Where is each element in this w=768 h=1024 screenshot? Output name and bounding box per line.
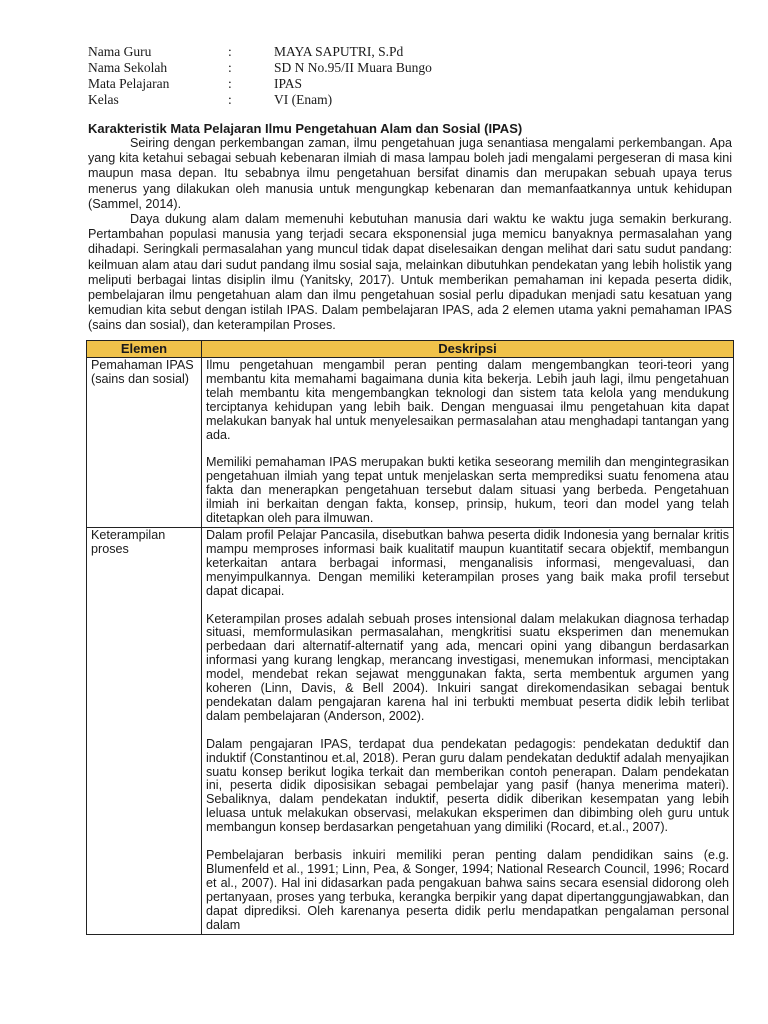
info-value: MAYA SAPUTRI, S.Pd	[274, 44, 404, 59]
info-colon: :	[228, 60, 232, 75]
info-value: VI (Enam)	[274, 92, 333, 107]
deskripsi-cell	[202, 527, 734, 934]
info-label: Nama Sekolah	[88, 60, 168, 75]
info-colon: :	[228, 76, 232, 91]
description-paragraph: Dalam pengajaran IPAS, terdapat dua pendekatan pedagogis: pendekatan deduktif dan induktif (Constantinou et.al, 2018). Peran guru dalam pendekatan deduktif adalah menyajikan suatu konsep berikut logika terkait dan memberikan contoh penerapan. Dalam pendekatan ini, peserta didik diposisikan sebagai pembelajar yang pasif (hanya menerima materi). Sebaliknya, dalam pendekatan induktif, peserta didik diberikan kesempatan yang lebih leluasa untuk melakukan observasi, melakukan eksperimen dan dibimbing oleh guru untuk membangun konsep berdasarkan pengetahuan yang dimiliki (Rocard, et.al., 2007).	[206, 736, 729, 835]
info-value: IPAS	[274, 76, 303, 91]
info-row-sekolah	[88, 60, 588, 76]
info-label: Nama Guru	[88, 44, 152, 59]
description-paragraph: Memiliki pemahaman IPAS merupakan bukti ketika seseorang memilih dan mengintegrasikan pengetahuan ilmiah yang tepat untuk menjelaskan serta memprediksi suatu fenomena atau fakta dan menerapkan pengetahuan tersebut dalam situasi yang berbeda. Pengetahuan ilmiah ini berkaitan dengan fakta, konsep, prinsip, hukum, teori dan model yang telah ditetapkan oleh para ilmuwan.	[206, 455, 729, 526]
info-colon: :	[228, 92, 232, 107]
info-row-guru	[88, 44, 588, 60]
info-label: Kelas	[88, 92, 119, 107]
description-paragraph: Ilmu pengetahuan mengambil peran penting dalam mengembangkan teori-teori yang membantu kita memahami bagaimana dunia kita bekerja. Lebih jauh lagi, ilmu pengetahuan telah membantu kita mengembangkan teknologi dan sistem tata kelola yang mendukung terciptanya kehidupan yang lebih baik. Dengan menguasai ilmu pengetahuan kita dapat melakukan banyak hal untuk menyelesaikan permasalahan atau menghadapi tantangan yang ada.	[206, 358, 729, 442]
teacher-info	[88, 44, 588, 108]
description-paragraph: Keterampilan proses adalah sebuah proses intensional dalam melakukan diagnosa terhadap situasi, memformulasikan permasalahan, mengkritisi suatu eksperimen dan menemukan perbedaan dari alternatif-alternatif yang ada, mencari opini yang dibangun berdasarkan informasi yang kurang lengkap, merancang investigasi, menemukan informasi, menciptakan model, mendebat rekan sejawat menggunakan fakta, serta membentuk argumen yang koheren (Linn, Davis, & Bell 2004). Inkuiri sangat direkomendasikan sebagai bentuk pendekatan dalam pengajaran karena hal ini terbukti membuat peserta didik lebih terlibat dalam pembelajaran (Anderson, 2002).	[206, 611, 729, 723]
description-paragraph: Dalam profil Pelajar Pancasila, disebutkan bahwa peserta didik Indonesia yang bernalar kritis mampu memproses informasi baik kualitatif maupun kuantitatif secara objektif, membangun keterkaitan antara berbagai informasi, menganalisis informasi, mengevaluasi, dan menyimpulkannya. Dengan memiliki keterampilan proses yang baik maka profil tersebut dapat dicapai.	[206, 527, 729, 598]
table-row	[87, 358, 734, 528]
info-colon: :	[228, 44, 232, 59]
elements-table	[86, 340, 734, 935]
section-heading: Karakteristik Mata Pelajaran Ilmu Pengetahuan Alam dan Sosial (IPAS)	[88, 121, 523, 136]
info-label: Mata Pelajaran	[88, 76, 170, 91]
intro-paragraph: Daya dukung alam dalam memenuhi kebutuhan manusia dari waktu ke waktu juga semakin berkurang. Pertambahan populasi manusia yang terjadi secara eksponensial juga memicu banyaknya permasalahan yang dihadapi. Seringkali permasalahan yang muncul tidak dapat diselesaikan dengan melihat dari satu sudut pandang: keilmuan alam atau dari sudut pandang ilmu sosial saja, melainkan dibutuhkan pendekatan yang lebih holistik yang meliputi berbagai lintas disiplin ilmu (Yanitsky, 2017). Untuk memberikan pemahaman ini kepada peserta didik, pembelajaran ilmu pengetahuan alam dan ilmu pengetahuan sosial perlu dipadukan menjadi satu kesatuan yang kemudian kita sebut dengan istilah IPAS. Dalam pembelajaran IPAS, ada 2 elemen utama yakni pemahaman IPAS (sains dan sosial), dan keterampilan Proses.	[88, 212, 732, 333]
info-row-mapel	[88, 76, 588, 92]
intro-text	[88, 136, 732, 334]
deskripsi-cell	[202, 358, 734, 528]
info-row-kelas	[88, 92, 588, 108]
elemen-cell: Pemahaman IPAS (sains dan sosial)	[87, 358, 202, 528]
elemen-cell: Keterampilan proses	[87, 527, 202, 934]
description-paragraph: Pembelajaran berbasis inkuiri memiliki peran penting dalam pendidikan sains (e.g. Blumenfeld et al., 1991; Linn, Pea, & Songer, 1994; National Research Council, 1996; Rocard et al., 2007). Hal ini didasarkan pada pengakuan bahwa sains secara esensial didorong oleh pertanyaan, proses yang terbuka, kerangka berpikir yang dapat dipertanggungjawabkan, dan dapat diprediksi. Oleh karenanya peserta didik perlu mendapatkan pengalaman personal dalam	[206, 848, 729, 932]
header-deskripsi: Deskripsi	[202, 341, 734, 358]
table-row	[87, 527, 734, 934]
intro-paragraph: Seiring dengan perkembangan zaman, ilmu pengetahuan juga senantiasa mengalami perkembangan. Apa yang kita ketahui sebagai sebuah kebenaran ilmiah di masa lampau boleh jadi mengalami pergeseran di masa kini maupun masa depan. Itu sebabnya ilmu pengetahuan bersifat dinamis dan merupakan sebuah upaya terus menerus yang dilakukan oleh manusia untuk mengungkap kebenaran dan memanfaatkannya untuk kehidupan (Sammel, 2014).	[88, 136, 732, 211]
header-elemen: Elemen	[87, 341, 202, 358]
info-value: SD N No.95/II Muara Bungo	[274, 60, 432, 75]
table-header-row	[87, 341, 734, 358]
